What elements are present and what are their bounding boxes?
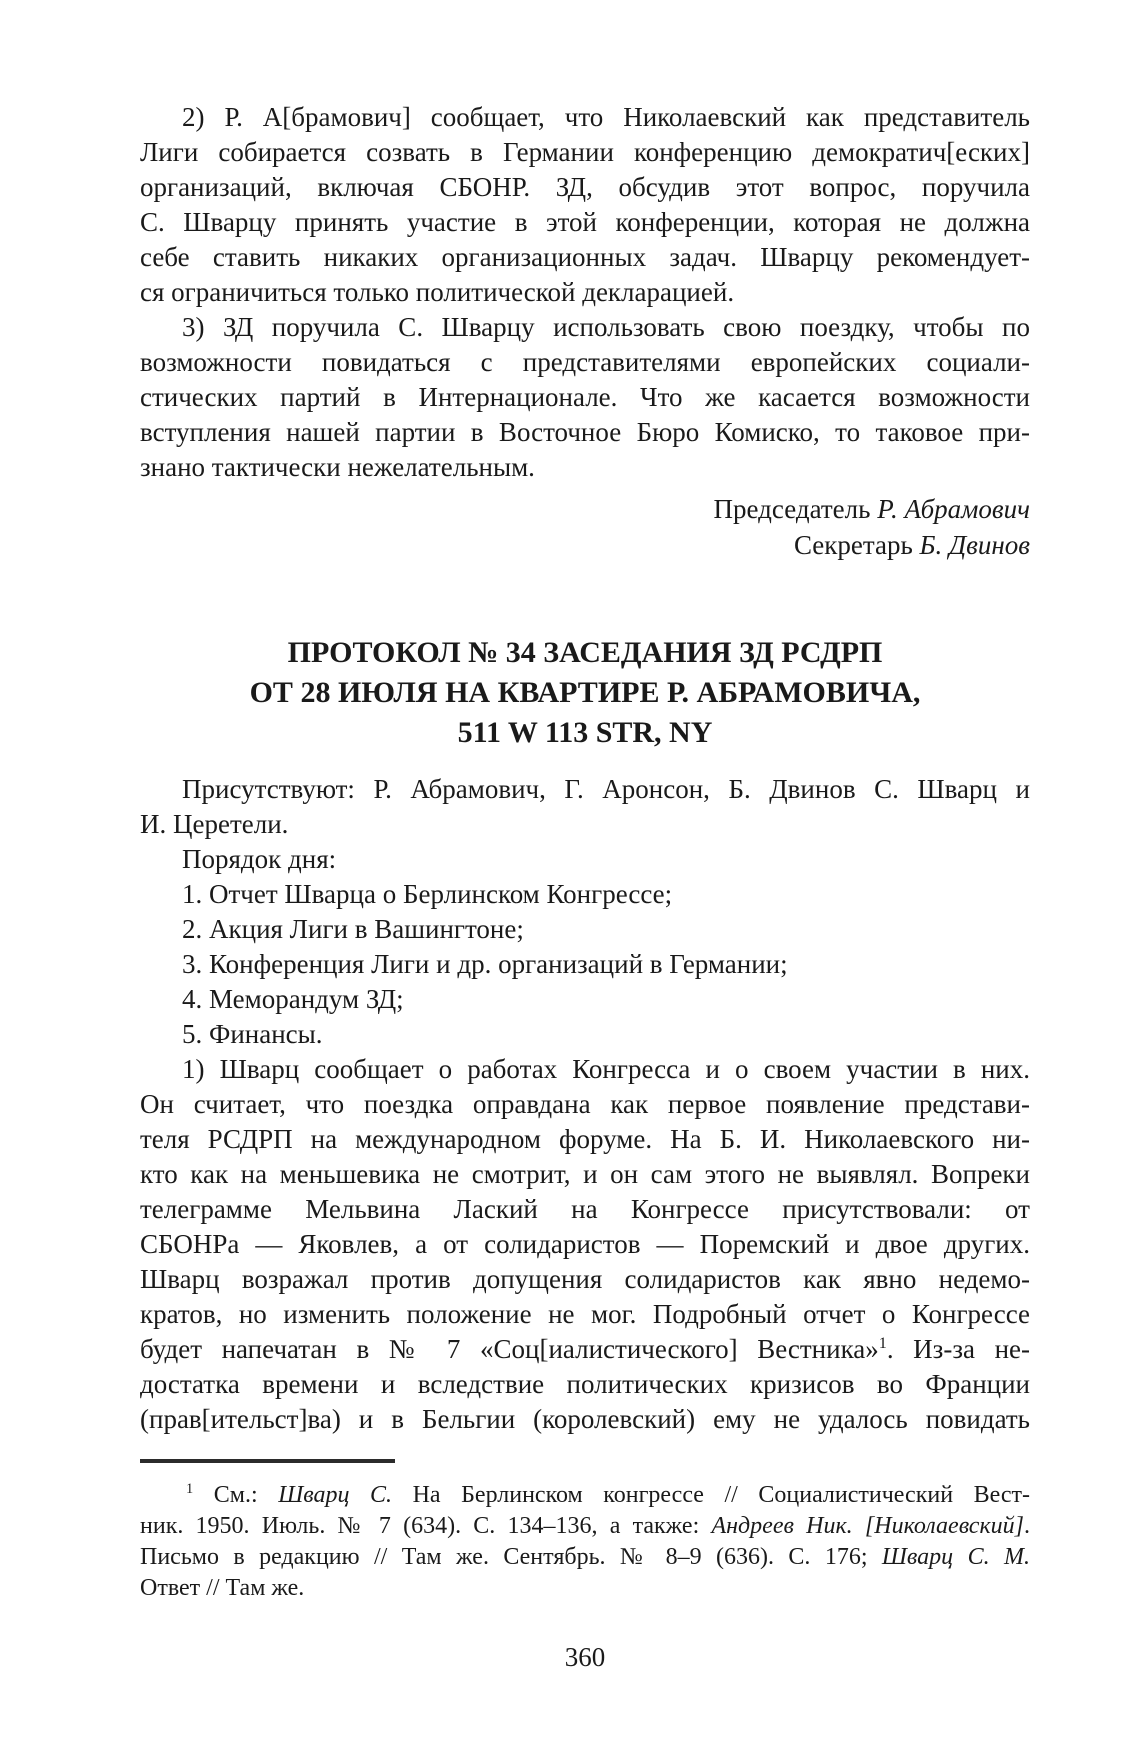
text-run: На Берлинском конгрессе // Социалистический Вест- (392, 1482, 1030, 1508)
text-line (140, 912, 1030, 947)
text-line (140, 310, 1030, 345)
text-run: [Николаевский] (864, 1513, 1025, 1539)
text-block (140, 0, 1030, 1675)
text-run: возможности повидаться с представителями европейских социали- (140, 347, 1030, 377)
footnote-block (140, 1480, 1030, 1604)
text-run: 1. Отчет Шварца о Берлинском Конгрессе; (182, 879, 673, 909)
text-run: 5. Финансы. (182, 1019, 323, 1049)
text-line (140, 135, 1030, 170)
text-line (140, 1122, 1030, 1157)
text-run: Секретарь (793, 530, 920, 560)
text-line (140, 877, 1030, 912)
text-line (140, 1262, 1030, 1297)
text-line (140, 170, 1030, 205)
text-run: Порядок дня: (182, 844, 337, 874)
text-run: Шварц С. (278, 1482, 393, 1508)
text-run: Ответ // Там же. (140, 1575, 305, 1601)
text-run: ПРОТОКОЛ № 34 ЗАСЕДАНИЯ ЗД РСДРП (287, 636, 883, 669)
paragraph-item-2 (140, 100, 1030, 310)
text-run: Он считает, что поездка оправдана как первое появление представи- (140, 1089, 1030, 1119)
text-line (140, 633, 1030, 673)
text-line (140, 1367, 1030, 1402)
text-run: Присутствуют: Р. Абрамович, Г. Аронсон, Б. Двинов С. Шварц и (182, 774, 1030, 804)
text-run: И. Церетели. (140, 809, 289, 839)
text-run: будет напечатан в № 7 «Соц[иалистического] Вестника» (140, 1334, 879, 1364)
text-run: Письмо в редакцию // Там же. Сентябрь. № 8–9 (636). С. 176; (140, 1544, 882, 1570)
text-run: С. Шварцу принять участие в этой конференции, которая не должна (140, 207, 1030, 237)
text-run: 2) Р. А[брамович] сообщает, что Николаевский как представитель (182, 102, 1030, 132)
text-run: (прав[ительст]ва) и в Бельгии (королевский) ему не удалось повидать (140, 1404, 1030, 1434)
text-run (853, 1513, 865, 1539)
text-line (140, 380, 1030, 415)
text-run: См.: (193, 1482, 279, 1508)
text-run: себе ставить никаких организационных задач. Шварцу рекомендует- (140, 242, 1030, 272)
text-line (140, 1157, 1030, 1192)
text-run: СБОНРа — Яковлев, а от солидаристов — Поремский и двое других. (140, 1229, 1030, 1259)
text-run: 2. Акция Лиги в Вашингтоне; (182, 914, 524, 944)
text-run: телеграмме Мельвина Лаский на Конгрессе присутствовали: от (140, 1194, 1030, 1224)
text-run: Шварц С. М. (881, 1544, 1030, 1570)
text-line (140, 1480, 1030, 1511)
footnote-ref: 1 (878, 1334, 887, 1352)
text-line (140, 450, 1030, 485)
text-line (140, 415, 1030, 450)
text-run: Лиги собирается созвать в Германии конференцию демократич[еских] (140, 137, 1030, 167)
protocol-title (140, 633, 1030, 753)
paragraph-item-3 (140, 310, 1030, 485)
text-run: 511 W 113 STR, NY (457, 716, 713, 749)
text-line (140, 345, 1030, 380)
text-line (140, 982, 1030, 1017)
text-run: Шварц возражал против допущения солидаристов как явно недемо- (140, 1264, 1030, 1294)
text-run: 4. Меморандум ЗД; (182, 984, 404, 1014)
text-run: организаций, включая СБОНР. ЗД, обсудив этот вопрос, поручила (140, 172, 1030, 202)
text-line (140, 713, 1030, 753)
footnote-ref: 1 (186, 1481, 194, 1497)
text-line (140, 205, 1030, 240)
text-line (140, 947, 1030, 982)
text-run: 1) Шварц сообщает о работах Конгресса и о своем участии в них. (182, 1054, 1030, 1084)
text-run: Р. Абрамович (877, 494, 1030, 524)
protocol-body (140, 772, 1030, 1437)
footnote-rule (140, 1459, 395, 1463)
text-run: кто как на меньшевика не смотрит, и он сам этого не выявлял. Вопреки (140, 1159, 1030, 1189)
text-run: . Из-за не- (886, 1334, 1030, 1364)
text-run: Андреев Ник. (711, 1513, 853, 1539)
text-run: Председатель (713, 494, 878, 524)
page-number: 360 (564, 1642, 606, 1672)
text-run: 3) ЗД поручила С. Шварцу использовать свою поездку, чтобы по (182, 312, 1030, 342)
text-line (140, 1402, 1030, 1437)
text-line (140, 100, 1030, 135)
text-run: теля РСДРП на международном форуме. На Б. И. Николаевского ни- (140, 1124, 1030, 1154)
text-line (140, 772, 1030, 807)
text-line (140, 842, 1030, 877)
text-line (140, 1192, 1030, 1227)
text-line (140, 1542, 1030, 1573)
text-run: кратов, но изменить положение не мог. Подробный отчет о Конгрессе (140, 1299, 1030, 1329)
signature-block (140, 491, 1030, 563)
text-run: Б. Двинов (919, 530, 1030, 560)
text-line (140, 1297, 1030, 1332)
text-line (140, 1017, 1030, 1052)
text-line (140, 1052, 1030, 1087)
text-run: вступления нашей партии в Восточное Бюро Комиско, то таковое при- (140, 417, 1030, 447)
text-line (140, 240, 1030, 275)
text-run: . (1024, 1513, 1031, 1539)
text-run: стических партий в Интернационале. Что же касается возможности (140, 382, 1030, 412)
text-line (140, 807, 1030, 842)
text-line (140, 1511, 1030, 1542)
text-run: ОТ 28 ИЮЛЯ НА КВАРТИРЕ Р. АБРАМОВИЧА, (249, 676, 921, 709)
text-line (140, 275, 1030, 310)
text-line (140, 527, 1030, 563)
text-line (140, 673, 1030, 713)
text-line (140, 1332, 1030, 1367)
text-line (140, 1573, 1030, 1604)
text-line (140, 1227, 1030, 1262)
text-run: ник. 1950. Июль. № 7 (634). С. 134–136, а также: (140, 1513, 712, 1539)
text-run: достатка времени и вследствие политических кризисов во Франции (140, 1369, 1030, 1399)
text-line (140, 491, 1030, 527)
text-run: ся ограничиться только политической декларацией. (140, 277, 735, 307)
text-line (140, 1087, 1030, 1122)
text-run: 3. Конференция Лиги и др. организаций в Германии; (182, 949, 788, 979)
text-run: знано тактически нежелательным. (140, 452, 535, 482)
